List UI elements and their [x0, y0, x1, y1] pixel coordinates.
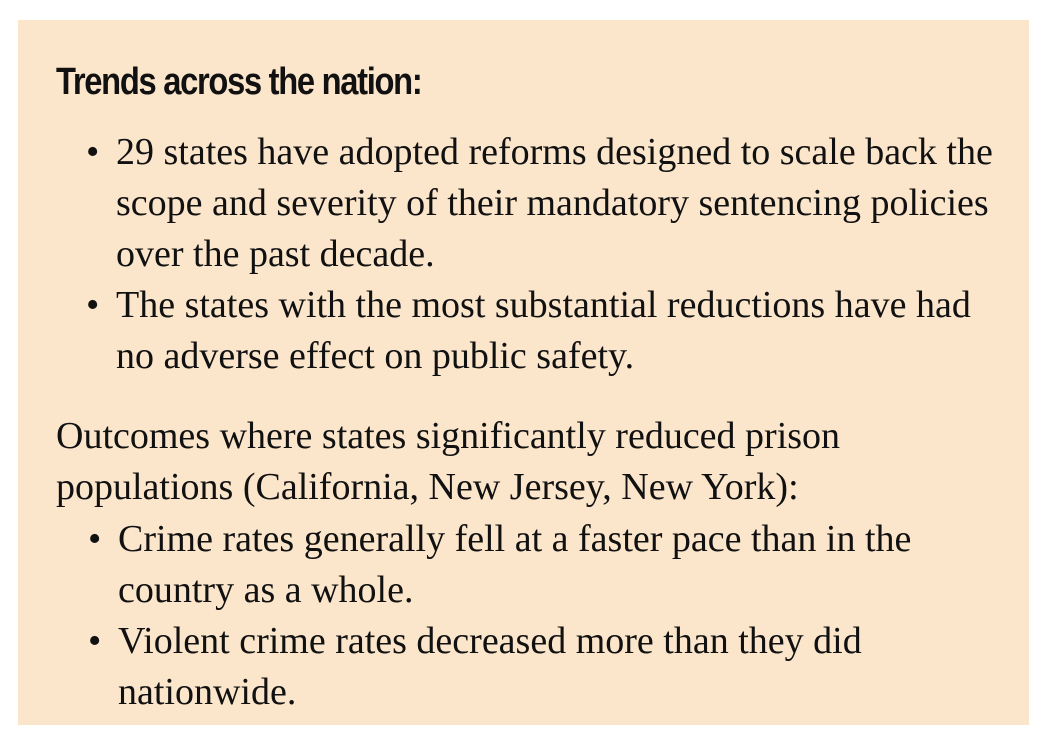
outcomes-list — [88, 514, 1008, 718]
outcome-text: Crime rates generally fell at a faster pace than in the country as a whole. — [118, 518, 912, 611]
panel-heading: Trends across the nation: — [56, 61, 422, 103]
list-item — [86, 127, 1006, 280]
info-panel — [18, 20, 1029, 725]
bullet-icon: • — [88, 620, 102, 662]
outcomes-intro: Outcomes where states significantly reduced prison populations (California, New Jersey, New York): — [56, 415, 841, 508]
bullet-icon: • — [88, 518, 102, 560]
trends-list — [86, 127, 1006, 382]
bullet-icon: • — [86, 131, 100, 173]
list-item — [88, 616, 1008, 718]
list-item — [88, 514, 1008, 616]
outcome-text: Violent crime rates decreased more than they did nationwide. — [118, 620, 862, 713]
trend-text: The states with the most substantial reductions have had no adverse effect on public safety. — [116, 284, 971, 377]
trend-text: 29 states have adopted reforms designed to scale back the scope and severity of their mandatory sentencing policies over the past decade. — [116, 131, 993, 275]
list-item — [86, 280, 1006, 382]
bullet-icon: • — [86, 284, 100, 326]
